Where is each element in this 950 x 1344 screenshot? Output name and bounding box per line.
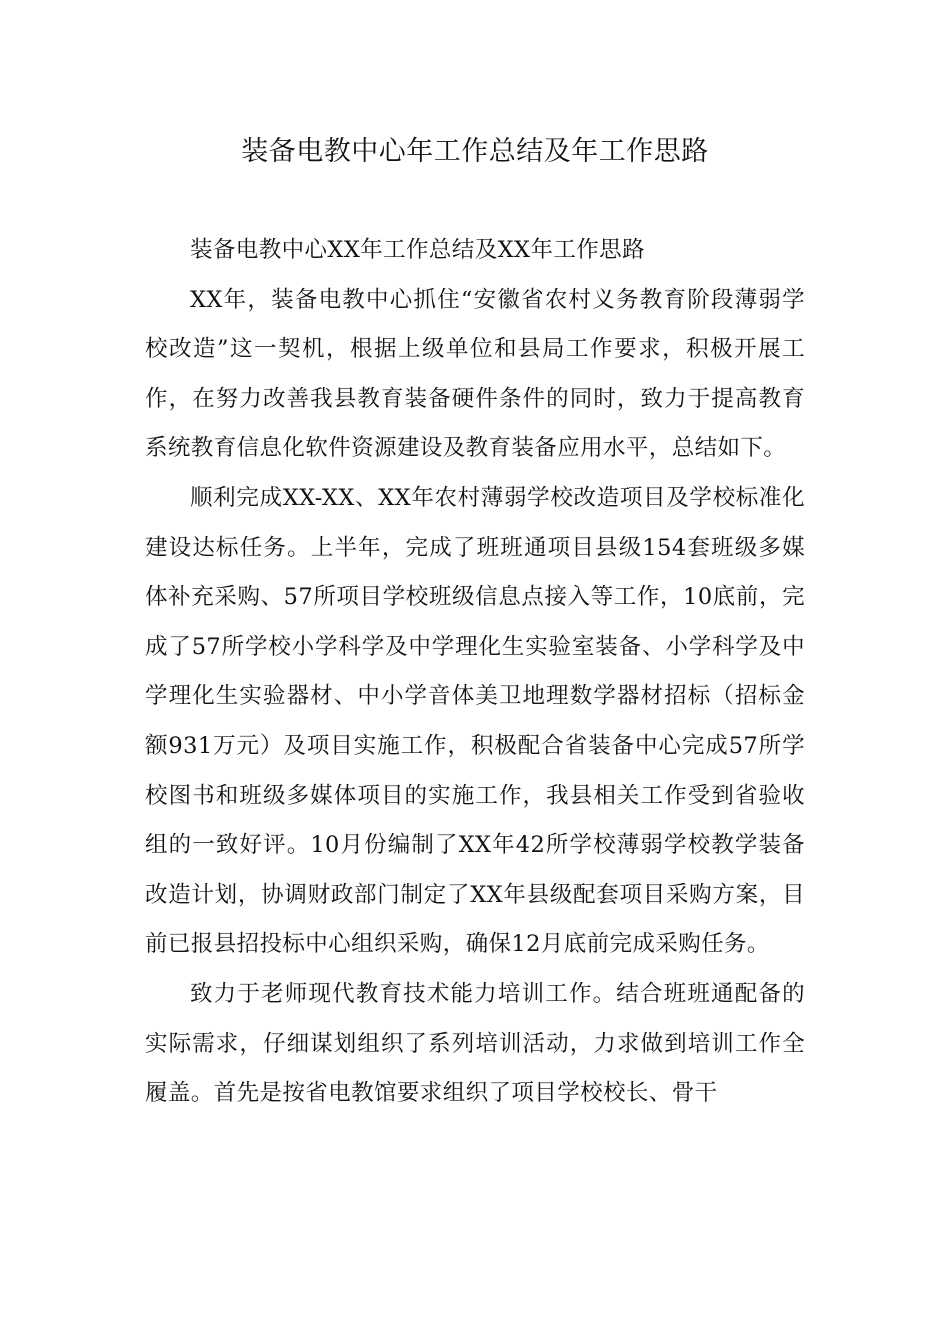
paragraph-teacher-training: 致力于老师现代教育技术能力培训工作。结合班班通配备的实际需求，仔细谋划组织了系列培训活动，力求做到培训工作全履盖。首先是按省电教馆要求组织了项目学校校长、骨干 bbox=[145, 980, 805, 1107]
paragraph-subtitle: 装备电教中心XX年工作总结及XX年工作思路 bbox=[190, 237, 645, 263]
document-body bbox=[145, 226, 805, 1119]
paragraph-intro: XX年，装备电教中心抓住“安徽省农村义务教育阶段薄弱学校改造”这一契机，根据上级单位和县局工作要求，积极开展工作，在努力改善我县教育装备硬件条件的同时，致力于提高教育系统教育信息化软件资源建设及教育装备应用水平，总结如下。 bbox=[145, 286, 805, 462]
document-title: 装备电教中心年工作总结及年工作思路 bbox=[241, 136, 709, 167]
paragraph-school-renovation: 顺利完成XX-XX、XX年农村薄弱学校改造项目及学校标准化建设达标任务。上半年，完成了班班通项目县级154套班级多媒体补充采购、57所项目学校班级信息点接入等工作，10底前，完成了57所学校小学科学及中学理化生实验室装备、小学科学及中学理化生实验器材、中小学音体美卫地理数学器材招标（招标金额931万元）及项目实施工作，积极配合省装备中心完成57所学校图书和班级多媒体项目的实施工作，我县相关工作受到省验收组的一致好评。10月份编制了XX年42所学校薄弱学校教学装备改造计划，协调财政部门制定了XX年县级配套项目采购方案，目前已报县招投标中心组织采购，确保12月底前完成采购任务。 bbox=[145, 484, 805, 958]
